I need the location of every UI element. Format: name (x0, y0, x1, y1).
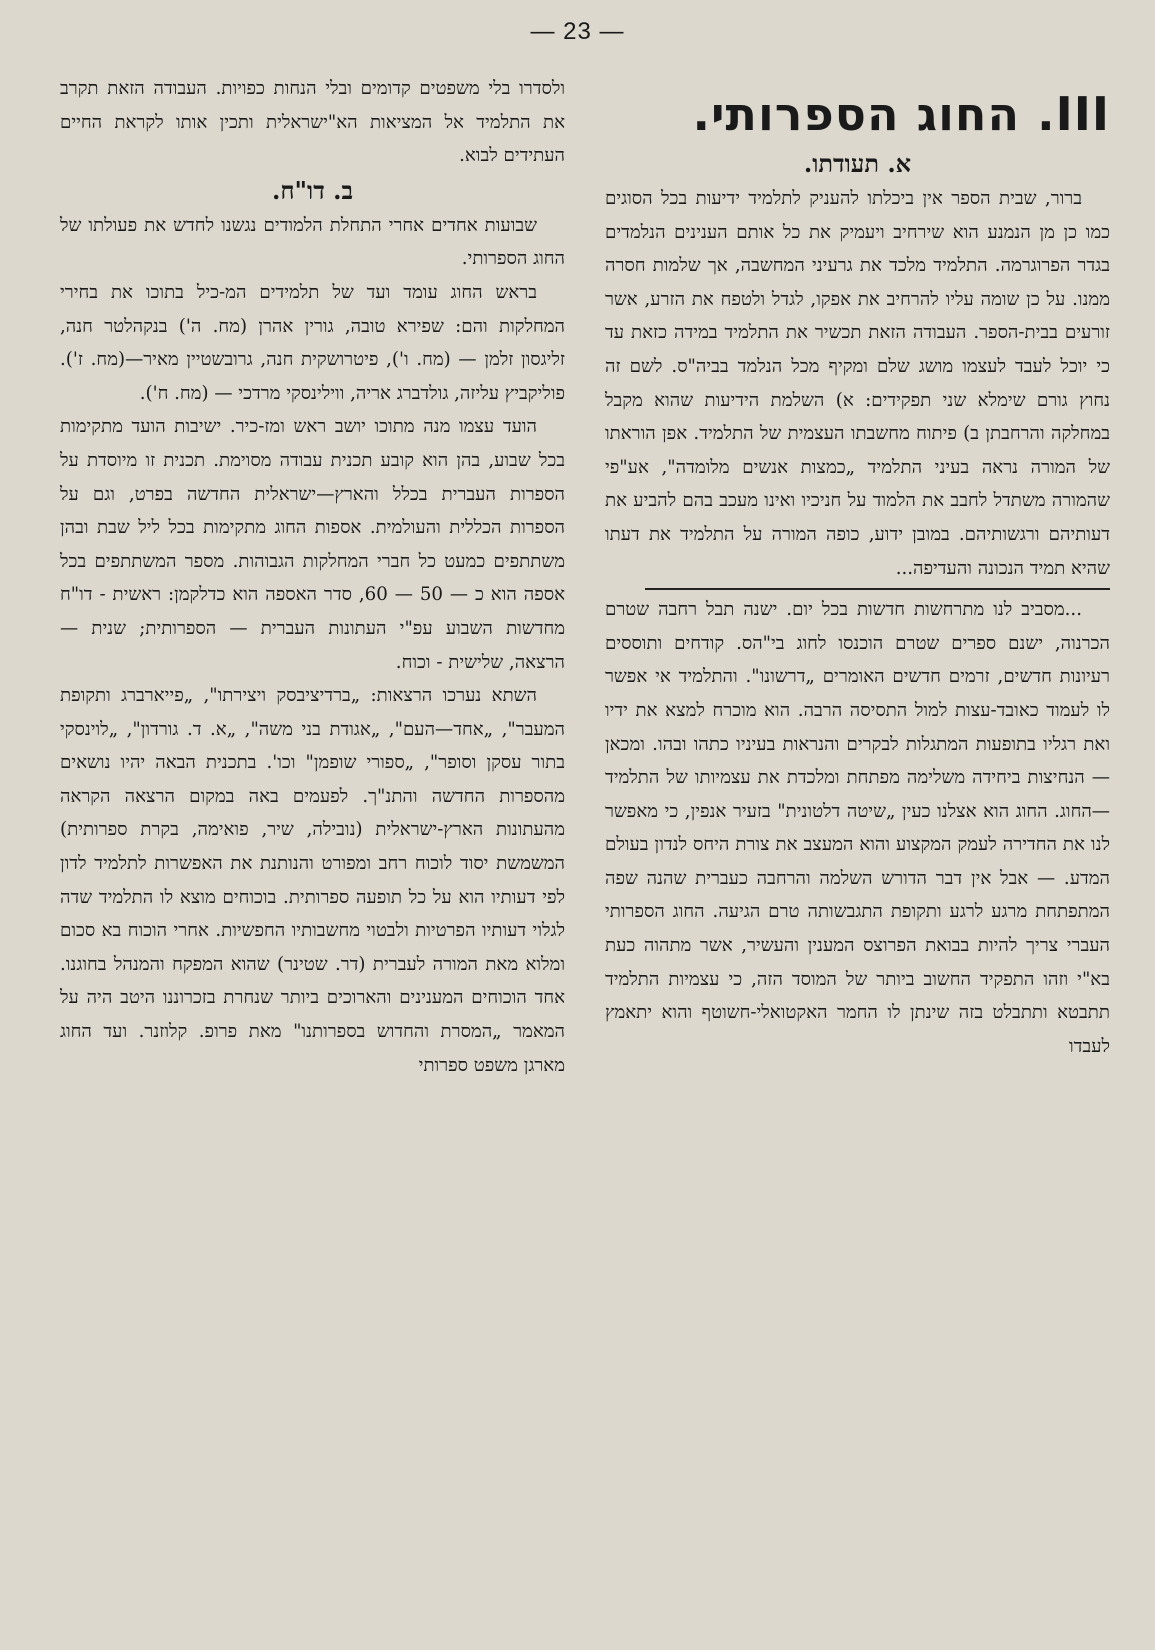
left-paragraph-4: השתא נערכו הרצאות: „ברדיציבסק ויצירתו", „פייארברג ותקופת המעבר", „אחד—העם", „אגודת בני משה", „א. ד. גורדון", „לוינסקי בתור עסקן וסופר", „ספורי שופמן" וכו'. בתכנית הבאה יהיו נושאים מהספרות החדשה והתנ"ך. לפעמים באה במקום הרצאה הקראה מהעתונות הארץ-ישראלית (נובילה, שיר, פואימה, בקרת ספרותית) המשמשת יסוד לוכוח רחב ומפורט והנותנת את האפשרות לתלמיד לדון לפי דעותיו הוא על כל תופעה ספרותית. בוכוחים מוצא לו התלמיד שדה לגלוי דעותיו הפרטיות ולבטוי מחשבותיו החפשיות. אחרי הוכוח בא סכום ומלוא מאת המורה לעברית (דר. שטינר) שהוא המפקח והמנהל בחוגנו. אחד הוכוחים המענינים והארוכים ביותר שנחרת בזכרוננו היטב היה על המאמר „המסרת והחדוש בספרותנו" מאת פרופ. קלוזנר. ועד החוג מארגן משפט ספרותי (60, 685, 565, 1076)
left-paragraph-1: שבועות אחדים אחרי התחלת הלמודים נגשנו לחדש את פעולתו של החוג הספרותי. (60, 214, 565, 270)
right-paragraph-1: ברור, שבית הספר אין ביכלתו להעניק לתלמיד ידיעות בכל הסוגים כמו כן מן הנמנע הוא שירחיב ויעמיק את כל אותם הענינים הנלמדים בגדר הפרוגרמה. התלמיד מלכד את גרעיני המחשבה, אך שלמות חסרה ממנו. על כן שומה עליו להרחיב את אפקו, לגדל ולטפח את הזרע, אשר זורעים בבית-הספר. העבודה הזאת תכשיר את התלמיד במידה כזאת עד כי יוכל לעבד לעצמו מושג שלם ומקיף מכל הנלמד בביה"ס. לשם זה נחוץ גורם שימלא שני תפקידים: א) השלמת הידיעות שהוא מקבל במחלקה והרחבתן ב) פיתוח מחשבתו העצמית של התלמיד. אפן הוראתו של המורה נראה בעיני התלמיד „כמצות אנשים מלומדה", אע"פי שהמורה משתדל לחבב את הלמוד על חניכיו ואינו מעכב בהם להביע את דעותיהם ורגשותיהם. במובן ידוע, כופה המורה על התלמיד את דעתו שהיא תמיד הנכונה והעדיפה... (605, 188, 1110, 579)
right-column (605, 72, 1110, 1632)
left-paragraph-0: ולסדרו בלי משפטים קדומים ובלי הנחות כפויות. העבודה הזאת תקרב את התלמיד אל המציאות הא"ישראלית ותכין אותו לקראת החיים העתידים לבוא. (60, 78, 565, 167)
left-paragraph-3: הועד עצמו מנה מתוכו יושב ראש ומז-כיר. ישיבות הועד מתקימות בכל שבוע, בהן הוא קובע תכנית עבודה מסוימת. תכנית זו מיוסדת על הספרות העברית בכלל והארץ—ישראלית החדשה בפרט, וגם על הספרות הכללית והעולמית. אספות החוג מתקימות בכל ליל שבת ובהן משתתפים כמעט כל חברי המחלקות הגבוהות. מספר המשתתפים בכל אספה הוא כ — 50 — 60, סדר האספה הוא כדלקמן: ראשית - דו"ח מחדשות השבוע עפ"י העתונות העברית — הספרותית; שנית — הרצאה, שלישית - וכוח. (60, 416, 565, 673)
section-divider (645, 588, 1110, 590)
right-paragraph-2: ...מסביב לנו מתרחשות חדשות בכל יום. ישנה תבל רחבה שטרם הכרנוה, ישנם ספרים שטרם הוכנסו לחוג בי"הס. קודחים ותוססים רעיונות חדשים, זרמים חדשים האומרים „דרשונו". והתלמיד אי אפשר לו לעמוד כאובד-עצות למול התסיסה הרבה. הוא מוכרח למצא את ידיו ואת רגליו בתופעות המתגלות לבקרים והנראות בעיניו כתהו ובהו. ומכאן — הנחיצות ביחידה משלימה מפתחת ומלכדת את עצמיותו של התלמיד—החוג. החוג הוא אצלנו כעין „שיטה דלטונית" בזעיר אנפין, כי מאפשר לנו את החדירה לעמק המקצוע והוא המעצב את צורת היחס לנדון בעולם המדע. — אבל אין דבר הדורש השלמה והרחבה כעברית שהנה שפה המתפתחת מרגע לרגע ותקופת התגבשותה טרם הגיעה. החוג הספרותי העברי צריך להיות בבואת הפרוצס המענין והעשיר, אשר מתהוה כעת בא"י וזהו התפקיד החשוב ביותר של המוסד הזה, כי עצמיות התלמיד תתבטא ותתבלט בזה שינתן לו החמר האקטואלי-חשוטף והוא יתאמץ לעבדו (605, 599, 1110, 1057)
two-column-body (60, 72, 1110, 1632)
left-column (60, 72, 565, 1632)
left-paragraph-2: בראש החוג עומד ועד של תלמידים המ-כיל בתוכו את בחירי המחלקות והם: שפירא טובה, גורין אהרן (מח. ה') בנקהלטר חנה, זליגסון זלמן — (מח. ו'), פיטרושקית חנה, גרובשטיין מאיר—(מח. ז'). פוליקביץ עליזה, גולדברג אריה, ווילינסקי מרדכי — (מח. ח'). (60, 281, 565, 404)
subsection-b-title: ב. דו"ח. (271, 175, 354, 205)
section-title: III. החוג הספרותי. (692, 87, 1110, 141)
page-number: — 23 — (530, 18, 625, 45)
subsection-a-title: א. תעודתו. (803, 149, 912, 178)
